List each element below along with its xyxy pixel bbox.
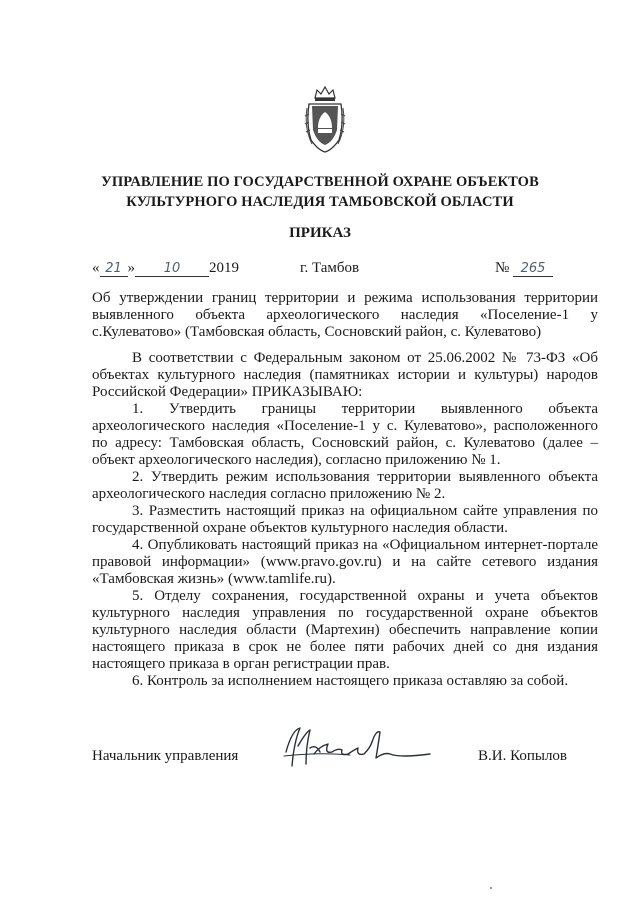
order-item-3: 3. Разместить настоящий приказ на официальном сайте управления по государственной охране объектов культурного наследия области. — [92, 503, 598, 536]
date-month: 10 — [135, 261, 209, 277]
order-item-6: 6. Контроль за исполнением настоящего приказа оставляю за собой. — [132, 673, 569, 689]
date-day: 21 — [100, 261, 128, 277]
order-item-5: 5. Отделу сохранения, государственной охраны и учета объектов культурного наследия управления по государственной охране объектов культурного наследия области (Мартехин) обеспечить направление копии настоящего приказа в срок не более пяти рабочих дней со дня издания настоящего приказа в орган регистрации прав. — [92, 588, 598, 672]
order-body — [92, 350, 598, 690]
subject-line2: выявленного объекта археологического наследия «Поселение-1 у — [92, 307, 598, 323]
number-sign: № — [495, 260, 510, 276]
tambov-coat-of-arms-icon — [303, 84, 347, 154]
signatory-position: Начальник управления — [92, 748, 239, 764]
handwritten-signature-icon — [280, 722, 440, 774]
date-close-quote: » — [127, 260, 135, 276]
scan-speck — [490, 887, 492, 889]
order-item-2: 2. Утвердить режим использования территории выявленного объекта археологического наследия согласно приложению № 2. — [92, 469, 598, 502]
preamble-paragraph: В соответствии с Федеральным законом от 25.06.2002 № 73-ФЗ «Об объектах культурного наследия (памятниках истории и культуры) народов Российской Федерации» ПРИКАЗЫВАЮ: — [92, 350, 598, 400]
city: г. Тамбов — [300, 260, 360, 276]
signatory-name: В.И. Копылов — [478, 748, 568, 764]
organization-name — [60, 172, 580, 212]
document-type-title: ПРИКАЗ — [289, 225, 351, 241]
subject-line3: с.Кулеватово» (Тамбовская область, Сосновский район, с. Кулеватово) — [92, 324, 542, 340]
order-item-1: 1. Утвердить границы территории выявленного объекта археологического наследия «Поселение-1 у с. Кулеватово», расположенного по адресу: Тамбовская область, Сосновский район, с. Кулеватово (далее – объект археологического наследия), согласно приложению № 1. — [92, 401, 598, 468]
date-year: 2019 — [209, 260, 239, 276]
organization-name-line2: КУЛЬТУРНОГО НАСЛЕДИЯ ТАМБОВСКОЙ ОБЛАСТИ — [126, 194, 514, 210]
order-date — [92, 258, 239, 278]
date-open-quote: « — [92, 260, 100, 276]
subject-line1: Об утверждении границ территории и режима использования территории — [92, 290, 598, 306]
number-value: 265 — [513, 261, 553, 277]
organization-name-line1: УПРАВЛЕНИЕ ПО ГОСУДАРСТВЕННОЙ ОХРАНЕ ОБЪЕКТОВ — [101, 174, 539, 190]
order-item-4: 4. Опубликовать настоящий приказ на «Официальном интернет-портале правовой информации» (www.pravo.gov.ru) и на сайте сетевого издания «Тамбовская жизнь» (www.tamlife.ru). — [92, 537, 598, 587]
order-number — [495, 258, 553, 278]
order-subject — [92, 290, 598, 341]
